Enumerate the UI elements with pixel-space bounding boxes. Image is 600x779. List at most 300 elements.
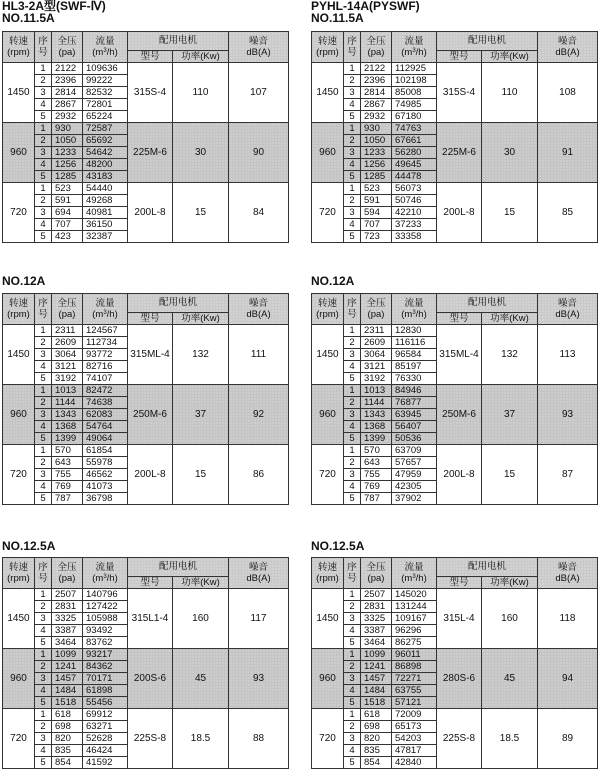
seq-cell: 1 — [344, 63, 361, 75]
pressure-cell: 707 — [52, 219, 83, 231]
pressure-cell: 2831 — [361, 601, 392, 613]
motor-power-cell: 110 — [173, 63, 229, 123]
motor-model-cell: 200L-8 — [128, 445, 173, 505]
seq-cell: 4 — [344, 685, 361, 697]
flow-cell: 57121 — [392, 697, 437, 709]
header-model: 型号 — [128, 51, 173, 63]
header-power: 功率(Kw) — [482, 51, 538, 63]
seq-cell: 1 — [35, 123, 52, 135]
header-noise: 噪音 dB(A) — [538, 294, 598, 325]
seq-cell: 1 — [344, 589, 361, 601]
header-seq: 序 号 — [35, 294, 52, 325]
fan-spec-table — [2, 557, 289, 769]
header-model: 型号 — [128, 577, 173, 589]
flow-cell: 32387 — [83, 231, 128, 243]
speed-cell: 720 — [312, 445, 344, 505]
pressure-cell: 2122 — [361, 63, 392, 75]
flow-cell: 55978 — [83, 457, 128, 469]
seq-cell: 1 — [35, 649, 52, 661]
flow-cell: 56073 — [392, 183, 437, 195]
pressure-cell: 854 — [52, 757, 83, 769]
pressure-cell: 2609 — [52, 337, 83, 349]
pressure-cell: 423 — [52, 231, 83, 243]
header-pressure: 全压 (pa) — [52, 294, 83, 325]
seq-cell: 5 — [344, 171, 361, 183]
seq-cell: 3 — [35, 207, 52, 219]
pressure-cell: 2867 — [361, 99, 392, 111]
seq-cell: 3 — [35, 409, 52, 421]
motor-model-cell: 225M-6 — [437, 123, 482, 183]
flow-cell: 43183 — [83, 171, 128, 183]
motor-model-cell: 315ML-4 — [437, 325, 482, 385]
seq-cell: 2 — [35, 135, 52, 147]
pressure-cell: 723 — [361, 231, 392, 243]
seq-cell: 3 — [35, 147, 52, 159]
flow-cell: 102198 — [392, 75, 437, 87]
pressure-cell: 591 — [52, 195, 83, 207]
motor-power-cell: 45 — [482, 649, 538, 709]
header-noise: 噪音 dB(A) — [229, 294, 289, 325]
series-title: HL3-2A型(SWF-Ⅳ) — [2, 0, 106, 13]
pressure-cell: 707 — [361, 219, 392, 231]
seq-cell: 1 — [35, 63, 52, 75]
speed-cell: 960 — [3, 385, 35, 445]
seq-cell: 4 — [344, 99, 361, 111]
seq-cell: 2 — [35, 75, 52, 87]
flow-cell: 145020 — [392, 589, 437, 601]
seq-cell: 4 — [35, 421, 52, 433]
pressure-cell: 1013 — [52, 385, 83, 397]
seq-cell: 2 — [35, 397, 52, 409]
seq-cell: 5 — [35, 433, 52, 445]
table-row — [312, 63, 598, 75]
flow-cell: 57657 — [392, 457, 437, 469]
flow-cell: 63755 — [392, 685, 437, 697]
flow-cell: 36798 — [83, 493, 128, 505]
noise-cell: 89 — [538, 709, 598, 769]
speed-cell: 960 — [3, 649, 35, 709]
flow-cell: 85008 — [392, 87, 437, 99]
table-row — [312, 325, 598, 337]
flow-cell: 49268 — [83, 195, 128, 207]
noise-cell: 93 — [229, 649, 289, 709]
flow-cell: 63709 — [392, 445, 437, 457]
motor-model-cell: 200L-8 — [437, 445, 482, 505]
flow-cell: 12830 — [392, 325, 437, 337]
noise-cell: 117 — [229, 589, 289, 649]
header-seq: 序 号 — [344, 294, 361, 325]
pressure-cell: 1099 — [361, 649, 392, 661]
header-power: 功率(Kw) — [482, 577, 538, 589]
table-row — [3, 649, 289, 661]
model-size-title: NO.12A — [311, 274, 355, 288]
speed-cell: 1450 — [312, 325, 344, 385]
header-seq: 序 号 — [35, 558, 52, 589]
pressure-cell: 2122 — [52, 63, 83, 75]
seq-cell: 2 — [344, 75, 361, 87]
flow-cell: 86275 — [392, 637, 437, 649]
pressure-cell: 2507 — [52, 589, 83, 601]
motor-model-cell: 315ML-4 — [128, 325, 173, 385]
seq-cell: 2 — [35, 661, 52, 673]
flow-cell: 84946 — [392, 385, 437, 397]
motor-power-cell: 18.5 — [173, 709, 229, 769]
pressure-cell: 2396 — [361, 75, 392, 87]
motor-power-cell: 15 — [482, 183, 538, 243]
flow-cell: 65173 — [392, 721, 437, 733]
motor-power-cell: 18.5 — [482, 709, 538, 769]
flow-cell: 49064 — [83, 433, 128, 445]
header-pressure: 全压 (pa) — [361, 558, 392, 589]
pressure-cell: 570 — [361, 445, 392, 457]
header-pressure: 全压 (pa) — [52, 558, 83, 589]
flow-cell: 116116 — [392, 337, 437, 349]
flow-cell: 42210 — [392, 207, 437, 219]
header-speed: 转速 (rpm) — [312, 32, 344, 63]
pressure-cell: 618 — [361, 709, 392, 721]
fan-spec-table — [311, 293, 598, 505]
flow-cell: 67661 — [392, 135, 437, 147]
motor-power-cell: 37 — [173, 385, 229, 445]
flow-cell: 54440 — [83, 183, 128, 195]
seq-cell: 1 — [344, 445, 361, 457]
flow-cell: 96584 — [392, 349, 437, 361]
table-row — [3, 183, 289, 195]
seq-cell: 2 — [35, 601, 52, 613]
pressure-cell: 3325 — [361, 613, 392, 625]
seq-cell: 3 — [344, 613, 361, 625]
fan-spec-table — [2, 293, 289, 505]
spec-block — [2, 540, 55, 552]
pressure-cell: 787 — [52, 493, 83, 505]
flow-cell: 93492 — [83, 625, 128, 637]
pressure-cell: 1241 — [361, 661, 392, 673]
seq-cell: 5 — [35, 493, 52, 505]
flow-cell: 47959 — [392, 469, 437, 481]
seq-cell: 1 — [35, 589, 52, 601]
motor-power-cell: 37 — [482, 385, 538, 445]
pressure-cell: 3464 — [361, 637, 392, 649]
flow-cell: 74985 — [392, 99, 437, 111]
flow-cell: 54764 — [83, 421, 128, 433]
seq-cell: 3 — [344, 87, 361, 99]
table-row — [312, 183, 598, 195]
table-row — [312, 589, 598, 601]
model-size-title: NO.12.5A — [2, 539, 56, 553]
header-pressure: 全压 (pa) — [361, 294, 392, 325]
seq-cell: 1 — [35, 709, 52, 721]
seq-cell: 4 — [344, 421, 361, 433]
seq-cell: 5 — [35, 231, 52, 243]
seq-cell: 3 — [344, 673, 361, 685]
header-flow: 流量 $(m^3/h)$ — [392, 294, 437, 325]
pressure-cell: 1013 — [361, 385, 392, 397]
noise-cell: 92 — [229, 385, 289, 445]
flow-cell: 52628 — [83, 733, 128, 745]
flow-cell: 85197 — [392, 361, 437, 373]
noise-cell: 86 — [229, 445, 289, 505]
pressure-cell: 2609 — [361, 337, 392, 349]
flow-cell: 82472 — [83, 385, 128, 397]
seq-cell: 5 — [35, 697, 52, 709]
seq-cell: 1 — [344, 709, 361, 721]
fan-spec-table — [2, 31, 289, 243]
motor-model-cell: 315S-4 — [437, 63, 482, 123]
table-row — [3, 709, 289, 721]
seq-cell: 4 — [344, 625, 361, 637]
noise-cell: 88 — [229, 709, 289, 769]
flow-cell: 109636 — [83, 63, 128, 75]
seq-cell: 4 — [35, 625, 52, 637]
speed-cell: 720 — [312, 183, 344, 243]
flow-cell: 37902 — [392, 493, 437, 505]
seq-cell: 5 — [344, 757, 361, 769]
header-flow: 流量 $(m^3/h)$ — [83, 558, 128, 589]
seq-cell: 5 — [35, 757, 52, 769]
flow-cell: 99222 — [83, 75, 128, 87]
pressure-cell: 618 — [52, 709, 83, 721]
model-size-title: NO.11.5A — [2, 11, 55, 25]
pressure-cell: 820 — [52, 733, 83, 745]
noise-cell: 111 — [229, 325, 289, 385]
pressure-cell: 3387 — [361, 625, 392, 637]
pressure-cell: 930 — [361, 123, 392, 135]
seq-cell: 2 — [35, 337, 52, 349]
header-pressure: 全压 (pa) — [52, 32, 83, 63]
seq-cell: 1 — [344, 183, 361, 195]
pressure-cell: 2507 — [361, 589, 392, 601]
flow-cell: 74763 — [392, 123, 437, 135]
motor-model-cell: 225M-6 — [128, 123, 173, 183]
flow-cell: 127422 — [83, 601, 128, 613]
pressure-cell: 1368 — [361, 421, 392, 433]
pressure-cell: 3387 — [52, 625, 83, 637]
seq-cell: 1 — [344, 123, 361, 135]
motor-model-cell: 200L-8 — [437, 183, 482, 243]
seq-cell: 5 — [344, 433, 361, 445]
seq-cell: 5 — [344, 697, 361, 709]
motor-model-cell: 250M-6 — [437, 385, 482, 445]
pressure-cell: 523 — [52, 183, 83, 195]
pressure-cell: 643 — [361, 457, 392, 469]
flow-cell: 76877 — [392, 397, 437, 409]
pressure-cell: 1518 — [52, 697, 83, 709]
motor-power-cell: 15 — [482, 445, 538, 505]
spec-block — [2, 0, 106, 24]
seq-cell: 4 — [35, 361, 52, 373]
speed-cell: 1450 — [312, 63, 344, 123]
seq-cell: 3 — [344, 207, 361, 219]
header-noise: 噪音 dB(A) — [538, 558, 598, 589]
seq-cell: 1 — [35, 325, 52, 337]
pressure-cell: 1343 — [52, 409, 83, 421]
noise-cell: 90 — [229, 123, 289, 183]
pressure-cell: 769 — [361, 481, 392, 493]
noise-cell: 93 — [538, 385, 598, 445]
spec-block — [311, 275, 354, 287]
pressure-cell: 2932 — [52, 111, 83, 123]
header-power: 功率(Kw) — [482, 313, 538, 325]
header-seq: 序 号 — [35, 32, 52, 63]
flow-cell: 49645 — [392, 159, 437, 171]
noise-cell: 113 — [538, 325, 598, 385]
pressure-cell: 769 — [52, 481, 83, 493]
flow-cell: 72271 — [392, 673, 437, 685]
header-model: 型号 — [437, 313, 482, 325]
flow-cell: 47817 — [392, 745, 437, 757]
seq-cell: 5 — [35, 171, 52, 183]
header-flow: 流量 $(m^3/h)$ — [392, 32, 437, 63]
motor-model-cell: 225S-8 — [437, 709, 482, 769]
flow-cell: 82716 — [83, 361, 128, 373]
flow-cell: 54203 — [392, 733, 437, 745]
pressure-cell: 1256 — [361, 159, 392, 171]
model-size-title: NO.12A — [2, 274, 46, 288]
speed-cell: 1450 — [3, 63, 35, 123]
pressure-cell: 1241 — [52, 661, 83, 673]
flow-cell: 83762 — [83, 637, 128, 649]
header-speed: 转速 (rpm) — [312, 558, 344, 589]
seq-cell: 4 — [35, 481, 52, 493]
flow-cell: 74638 — [83, 397, 128, 409]
seq-cell: 3 — [35, 469, 52, 481]
table-row — [312, 385, 598, 397]
seq-cell: 3 — [344, 469, 361, 481]
flow-cell: 112925 — [392, 63, 437, 75]
pressure-cell: 1457 — [361, 673, 392, 685]
flow-cell: 54642 — [83, 147, 128, 159]
table-row — [3, 445, 289, 457]
flow-cell: 48200 — [83, 159, 128, 171]
pressure-cell: 3464 — [52, 637, 83, 649]
seq-cell: 4 — [35, 685, 52, 697]
seq-cell: 1 — [35, 445, 52, 457]
pressure-cell: 2831 — [52, 601, 83, 613]
header-motor: 配用电机 — [128, 32, 229, 51]
speed-cell: 720 — [3, 183, 35, 243]
speed-cell: 960 — [312, 123, 344, 183]
table-row — [3, 385, 289, 397]
speed-cell: 720 — [3, 709, 35, 769]
noise-cell: 84 — [229, 183, 289, 243]
flow-cell: 131244 — [392, 601, 437, 613]
motor-model-cell: 315L1-4 — [128, 589, 173, 649]
flow-cell: 33358 — [392, 231, 437, 243]
noise-cell: 108 — [538, 63, 598, 123]
seq-cell: 2 — [35, 457, 52, 469]
seq-cell: 4 — [344, 745, 361, 757]
seq-cell: 5 — [344, 493, 361, 505]
flow-cell: 56280 — [392, 147, 437, 159]
seq-cell: 2 — [344, 721, 361, 733]
pressure-cell: 2311 — [52, 325, 83, 337]
seq-cell: 5 — [344, 637, 361, 649]
pressure-cell: 643 — [52, 457, 83, 469]
pressure-cell: 1399 — [361, 433, 392, 445]
flow-cell: 72009 — [392, 709, 437, 721]
pressure-cell: 3121 — [52, 361, 83, 373]
spec-block — [2, 275, 45, 287]
noise-cell: 85 — [538, 183, 598, 243]
fan-spec-table — [311, 31, 598, 243]
pressure-cell: 930 — [52, 123, 83, 135]
flow-cell: 63945 — [392, 409, 437, 421]
pressure-cell: 1285 — [52, 171, 83, 183]
pressure-cell: 787 — [361, 493, 392, 505]
motor-power-cell: 15 — [173, 183, 229, 243]
seq-cell: 2 — [344, 457, 361, 469]
header-seq: 序 号 — [344, 32, 361, 63]
header-noise: 噪音 dB(A) — [229, 32, 289, 63]
header-model: 型号 — [437, 577, 482, 589]
seq-cell: 1 — [344, 385, 361, 397]
seq-cell: 1 — [344, 325, 361, 337]
seq-cell: 4 — [35, 219, 52, 231]
seq-cell: 2 — [344, 601, 361, 613]
motor-power-cell: 45 — [173, 649, 229, 709]
pressure-cell: 698 — [52, 721, 83, 733]
flow-cell: 72801 — [83, 99, 128, 111]
pressure-cell: 1343 — [361, 409, 392, 421]
pressure-cell: 1399 — [52, 433, 83, 445]
motor-power-cell: 15 — [173, 445, 229, 505]
pressure-cell: 1233 — [52, 147, 83, 159]
flow-cell: 96296 — [392, 625, 437, 637]
pressure-cell: 694 — [52, 207, 83, 219]
table-row — [3, 63, 289, 75]
motor-model-cell: 200S-6 — [128, 649, 173, 709]
header-power: 功率(Kw) — [173, 577, 229, 589]
flow-cell: 93772 — [83, 349, 128, 361]
table-row — [312, 445, 598, 457]
pressure-cell: 2311 — [361, 325, 392, 337]
flow-cell: 93217 — [83, 649, 128, 661]
header-speed: 转速 (rpm) — [312, 294, 344, 325]
seq-cell: 5 — [35, 111, 52, 123]
flow-cell: 40981 — [83, 207, 128, 219]
seq-cell: 4 — [344, 159, 361, 171]
model-size-title: NO.12.5A — [311, 539, 365, 553]
speed-cell: 1450 — [3, 325, 35, 385]
seq-cell: 2 — [344, 195, 361, 207]
flow-cell: 46424 — [83, 745, 128, 757]
flow-cell: 55456 — [83, 697, 128, 709]
header-speed: 转速 (rpm) — [3, 558, 35, 589]
pressure-cell: 523 — [361, 183, 392, 195]
flow-cell: 50746 — [392, 195, 437, 207]
motor-model-cell: 225S-8 — [128, 709, 173, 769]
seq-cell: 4 — [344, 481, 361, 493]
header-motor: 配用电机 — [128, 294, 229, 313]
seq-cell: 3 — [35, 673, 52, 685]
seq-cell: 3 — [35, 349, 52, 361]
noise-cell: 91 — [538, 123, 598, 183]
pressure-cell: 1099 — [52, 649, 83, 661]
motor-model-cell: 315L-4 — [437, 589, 482, 649]
pressure-cell: 591 — [361, 195, 392, 207]
motor-model-cell: 315S-4 — [128, 63, 173, 123]
speed-cell: 960 — [312, 385, 344, 445]
pressure-cell: 1050 — [52, 135, 83, 147]
seq-cell: 3 — [344, 147, 361, 159]
motor-power-cell: 132 — [482, 325, 538, 385]
flow-cell: 124567 — [83, 325, 128, 337]
motor-model-cell: 200L-8 — [128, 183, 173, 243]
flow-cell: 84362 — [83, 661, 128, 673]
speed-cell: 960 — [312, 649, 344, 709]
header-flow: 流量 $(m^3/h)$ — [392, 558, 437, 589]
pressure-cell: 755 — [361, 469, 392, 481]
